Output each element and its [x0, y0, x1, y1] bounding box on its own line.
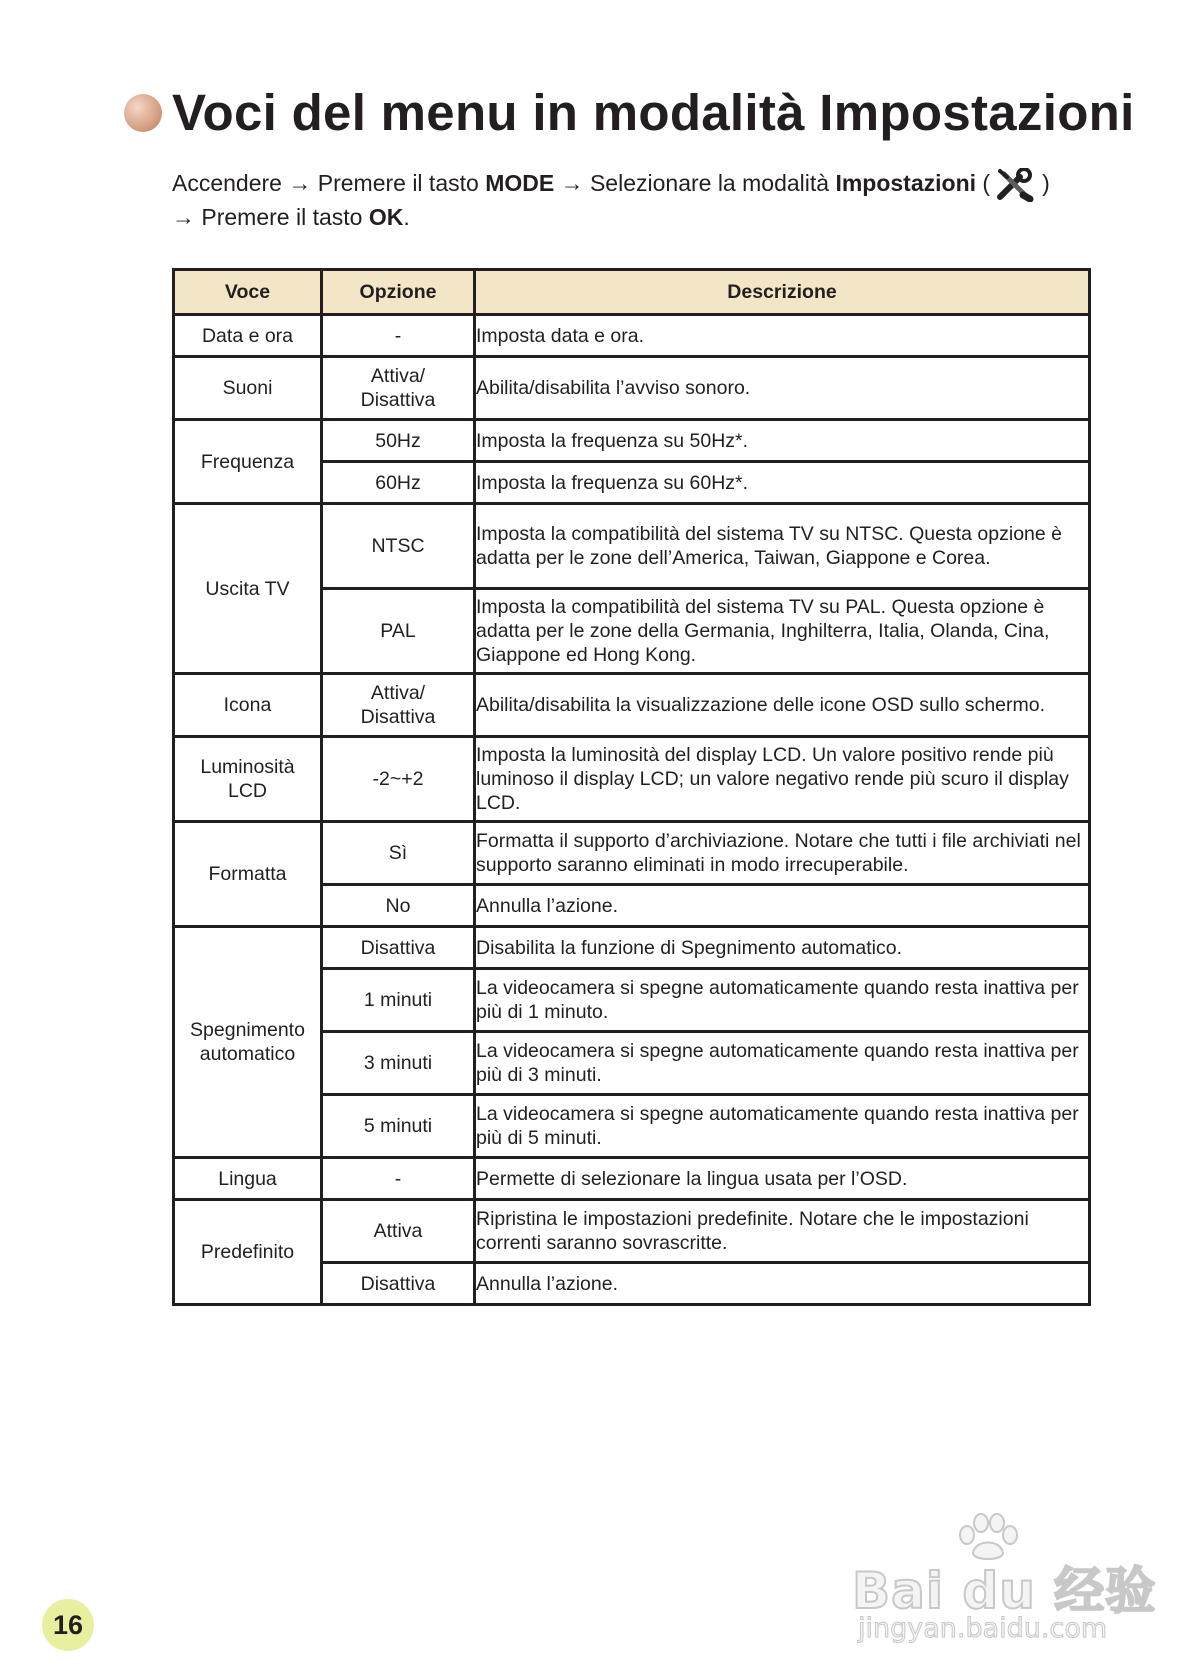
cell-descrizione: La videocamera si spegne automaticamente quando resta inattiva per più di 5 minuti.	[475, 1095, 1090, 1158]
intro-text: .	[403, 204, 410, 230]
cell-opzione: Disattiva	[322, 927, 475, 969]
cell-voce: Suoni	[174, 357, 322, 420]
intro-text: Accendere → Premere il tasto	[172, 170, 486, 197]
cell-opzione: 1 minuti	[322, 969, 475, 1032]
watermark-url: jingyan.baidu.com	[858, 1613, 1108, 1644]
cell-descrizione: Imposta data e ora.	[475, 315, 1090, 357]
cell-voce: Icona	[174, 674, 322, 737]
cell-opzione: Attiva/ Disattiva	[322, 357, 475, 420]
cell-descrizione: Disabilita la funzione di Spegnimento automatico.	[475, 927, 1090, 969]
cell-voce: Spegnimento automatico	[174, 927, 322, 1158]
cell-descrizione: Annulla l’azione.	[475, 885, 1090, 927]
cell-descrizione: Imposta la luminosità del display LCD. Un valore positivo rende più luminoso il display LCD; un valore negativo rende più scuro il display LCD.	[475, 737, 1090, 822]
table-row	[174, 822, 1090, 885]
cell-opzione: 50Hz	[322, 420, 475, 462]
table-row	[174, 737, 1090, 822]
cell-opzione: 5 minuti	[322, 1095, 475, 1158]
cell-opzione: 60Hz	[322, 462, 475, 504]
cell-opzione: PAL	[322, 589, 475, 674]
cell-opzione: Sì	[322, 822, 475, 885]
cell-opzione: -2~+2	[322, 737, 475, 822]
cell-descrizione: Abilita/disabilita l’avviso sonoro.	[475, 357, 1090, 420]
intro-line-1	[172, 168, 1092, 202]
cell-voce: Formatta	[174, 822, 322, 927]
watermark-brand: Bai du 经验	[852, 1562, 1157, 1620]
cell-opzione: -	[322, 315, 475, 357]
table-row	[174, 1158, 1090, 1200]
cell-descrizione: Imposta la compatibilità del sistema TV su NTSC. Questa opzione è adatta per le zone dell’America, Taiwan, Giappone e Corea.	[475, 504, 1090, 589]
cell-voce: Predefinito	[174, 1200, 322, 1305]
impostazioni-mode-label: Impostazioni	[835, 170, 977, 197]
cell-voce: Luminosità LCD	[174, 737, 322, 822]
header-descrizione: Descrizione	[475, 270, 1090, 315]
cell-descrizione: Formatta il supporto d’archiviazione. Notare che tutti i file archiviati nel supporto saranno eliminati in modo irrecuperabile.	[475, 822, 1090, 885]
cell-descrizione: La videocamera si spegne automaticamente quando resta inattiva per più di 1 minuto.	[475, 969, 1090, 1032]
cell-descrizione: Imposta la frequenza su 60Hz*.	[475, 462, 1090, 504]
cell-opzione: NTSC	[322, 504, 475, 589]
table-row	[174, 315, 1090, 357]
intro-text: )	[1042, 170, 1050, 197]
cell-voce: Data e ora	[174, 315, 322, 357]
cell-opzione: Attiva	[322, 1200, 475, 1263]
ok-key-label: OK	[368, 204, 404, 230]
title-bullet-icon	[124, 94, 162, 132]
cell-opzione: No	[322, 885, 475, 927]
cell-descrizione: Permette di selezionare la lingua usata per l’OSD.	[475, 1158, 1090, 1200]
settings-menu-table	[172, 268, 1091, 1306]
table-row	[174, 674, 1090, 737]
cell-descrizione: Abilita/disabilita la visualizzazione delle icone OSD sullo schermo.	[475, 674, 1090, 737]
intro-text: (	[976, 170, 991, 197]
cell-opzione: 3 minuti	[322, 1032, 475, 1095]
cell-opzione: Disattiva	[322, 1263, 475, 1305]
cell-descrizione: Imposta la compatibilità del sistema TV su PAL. Questa opzione è adatta per le zone della Germania, Inghilterra, Italia, Olanda, Cina, Giappone ed Hong Kong.	[475, 589, 1090, 674]
header-voce: Voce	[174, 270, 322, 315]
cell-opzione: Attiva/ Disattiva	[322, 674, 475, 737]
watermark	[852, 1513, 1157, 1644]
table-row	[174, 357, 1090, 420]
cell-descrizione: Imposta la frequenza su 50Hz*.	[475, 420, 1090, 462]
intro-line-2	[172, 202, 1092, 232]
page-number: 16	[42, 1599, 94, 1651]
table-row	[174, 1200, 1090, 1263]
cell-descrizione: Annulla l’azione.	[475, 1263, 1090, 1305]
table-header-row	[174, 270, 1090, 315]
cell-voce: Lingua	[174, 1158, 322, 1200]
mode-key-label: MODE	[485, 170, 555, 197]
cell-opzione: -	[322, 1158, 475, 1200]
cell-voce: Uscita TV	[174, 504, 322, 674]
intro-text: → Premere il tasto	[172, 204, 369, 230]
header-opzione: Opzione	[322, 270, 475, 315]
intro-instructions	[172, 168, 1092, 232]
table-row	[174, 504, 1090, 589]
settings-tools-icon	[994, 168, 1038, 202]
intro-text: → Selezionare la modalità	[554, 170, 836, 197]
cell-voce: Frequenza	[174, 420, 322, 504]
cell-descrizione: Ripristina le impostazioni predefinite. Notare che le impostazioni correnti saranno sovrascritte.	[475, 1200, 1090, 1263]
page-title: Voci del menu in modalità Impostazioni	[172, 84, 1135, 141]
table-row	[174, 927, 1090, 969]
cell-descrizione: La videocamera si spegne automaticamente quando resta inattiva per più di 3 minuti.	[475, 1032, 1090, 1095]
table-row	[174, 420, 1090, 462]
